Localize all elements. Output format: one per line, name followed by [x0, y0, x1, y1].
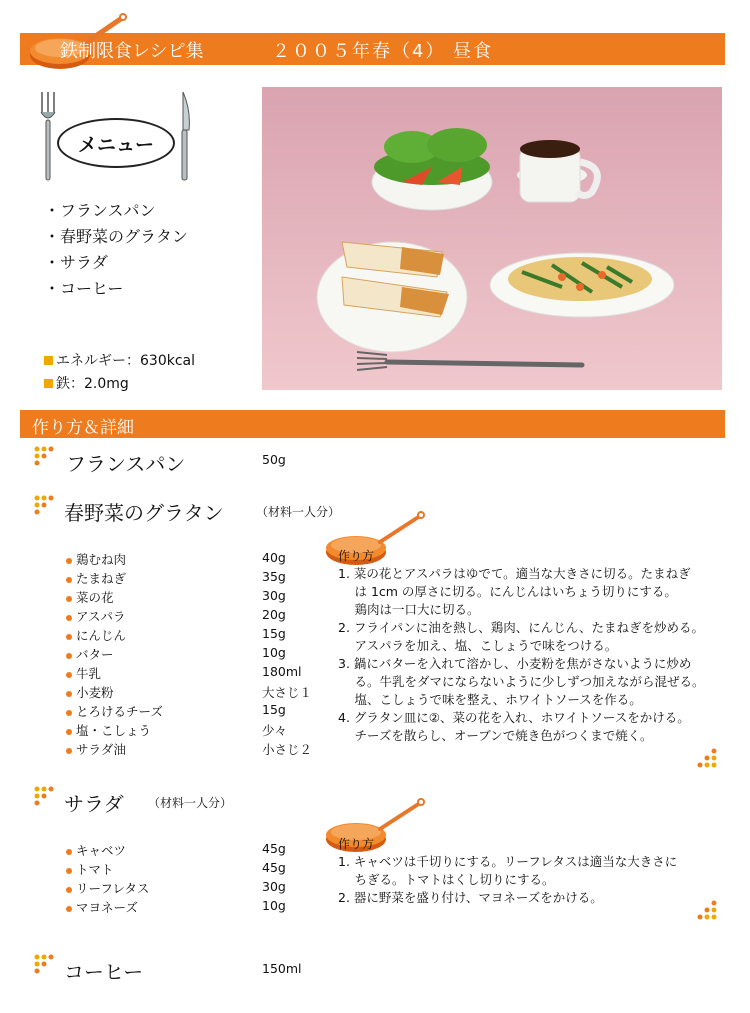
step-line: 鶏肉は一口大に切る。	[338, 602, 480, 617]
ingredient-row	[66, 898, 138, 916]
step-line: 1. キャベツは千切りにする。リーフレタスは適当な大きさに	[338, 854, 678, 869]
corner-dots-icon	[695, 748, 717, 770]
step-line: ちぎる。トマトはくし切りにする。	[338, 872, 555, 887]
corner-dots-icon	[695, 900, 717, 922]
menu-item: ・春野菜のグラタン	[44, 227, 188, 246]
ingredient-name: とろけるチーズ	[76, 704, 163, 719]
step-line: 1. 菜の花とアスパラはゆでて。適当な大きさに切る。たまねぎ	[338, 566, 691, 581]
step-line: は 1cm の厚さに切る。にんじんはいちょう切りにする。	[338, 584, 677, 599]
ingredient-name: トマト	[76, 862, 114, 877]
ingredient-qty: 35g	[262, 569, 286, 584]
ingredient-qty: 40g	[262, 550, 286, 565]
step-line: 2. フライパンに油を熱し、鶏肉、にんじん、たまねぎを炒める。	[338, 620, 705, 635]
bullet-dot-icon	[66, 868, 72, 874]
iron-text: 鉄：2.0mg	[56, 376, 129, 392]
bullet-dot-icon	[66, 849, 72, 855]
ingredient-name: たまねぎ	[76, 571, 127, 586]
bread-amount: 50g	[262, 452, 286, 467]
ingredient-qty: 大さじ１	[262, 685, 313, 700]
ingredient-qty: 15g	[262, 626, 286, 641]
bullet-dots-icon	[34, 495, 56, 517]
ingredient-qty: 30g	[262, 588, 286, 603]
bullet-dot-icon	[66, 653, 72, 659]
ingredient-name: にんじん	[76, 628, 127, 643]
ingredient-row	[66, 569, 126, 587]
ingredient-name: 塩・こしょう	[76, 723, 152, 738]
bullet-dot-icon	[66, 691, 72, 697]
ingredient-name: キャベツ	[76, 843, 127, 858]
step-line: る。牛乳をダマにならないように少しずつ加えながら混ぜる。	[338, 674, 705, 689]
salad-steps	[338, 853, 677, 907]
series-title: 鉄制限食レシピ集	[60, 41, 204, 62]
ingredient-row	[66, 841, 126, 859]
ingredient-qty: 少々	[262, 723, 288, 738]
bullet-dot-icon	[66, 634, 72, 640]
ingredient-row	[66, 683, 114, 701]
menu-item: ・サラダ	[44, 253, 108, 272]
step-line: 3. 鍋にバターを入れて溶かし、小麦粉を焦がさないように炒め	[338, 656, 692, 671]
menu-label: メニュー	[77, 134, 154, 156]
ingredient-row	[66, 740, 126, 758]
ingredient-qty: 20g	[262, 607, 286, 622]
gratin-steps	[338, 565, 704, 745]
ingredient-name: リーフレタス	[76, 881, 150, 896]
bullet-dot-icon	[66, 558, 72, 564]
ingredient-row	[66, 626, 126, 644]
fork-icon	[38, 90, 58, 182]
marker-square-icon	[44, 379, 53, 388]
bullet-dots-icon	[34, 786, 56, 808]
energy-text: エネルギー：630kcal	[56, 353, 195, 369]
ingredient-row	[66, 550, 126, 568]
ingredient-row	[66, 879, 149, 897]
ingredient-name: バター	[76, 647, 114, 662]
ingredient-qty: 10g	[262, 898, 286, 913]
dish-title-coffee: コーヒー	[64, 960, 144, 984]
marker-square-icon	[44, 356, 53, 365]
bullet-dot-icon	[66, 596, 72, 602]
menu-item: ・フランスパン	[44, 201, 156, 220]
ingredient-row	[66, 860, 114, 878]
method-label-salad: 作り方	[338, 837, 375, 851]
ingredient-name: アスパラ	[76, 609, 126, 624]
bullet-dots-icon	[34, 954, 56, 976]
bullet-dot-icon	[66, 577, 72, 583]
bullet-dot-icon	[66, 710, 72, 716]
bullet-dot-icon	[66, 672, 72, 678]
iron-info	[44, 373, 129, 393]
ingredient-row	[66, 588, 114, 606]
step-line: 4. グラタン皿に②、菜の花を入れ、ホワイトソースをかける。	[338, 710, 690, 725]
step-line: アスパラを加え、塩、こしょうで味をつける。	[338, 638, 618, 653]
bullet-dots-icon	[34, 446, 56, 468]
menu-item: ・コーヒー	[44, 279, 124, 298]
bullet-dot-icon	[66, 887, 72, 893]
dish-title-salad: サラダ	[64, 792, 124, 816]
method-label-gratin: 作り方	[338, 549, 375, 563]
ingredient-row	[66, 607, 126, 625]
section-title: 作り方＆詳細	[32, 418, 134, 438]
dish-title-bread: フランスパン	[66, 452, 186, 476]
ingredient-row	[66, 702, 163, 720]
ingredient-name: 菜の花	[76, 590, 114, 605]
coffee-amount: 150ml	[262, 961, 302, 976]
ingredient-row	[66, 664, 101, 682]
bullet-dot-icon	[66, 906, 72, 912]
ingredient-row	[66, 721, 151, 739]
ingredient-qty: 180ml	[262, 664, 302, 679]
ingredient-name: 牛乳	[76, 666, 102, 681]
step-line: 塩、こしょうで味を整え、ホワイトソースを作る。	[338, 692, 642, 707]
gratin-note: （材料一人分）	[256, 505, 341, 519]
meal-photo	[262, 87, 722, 390]
ingredient-qty: 45g	[262, 841, 286, 856]
ingredient-name: 小麦粉	[76, 685, 114, 700]
bullet-dot-icon	[66, 748, 72, 754]
ingredient-qty: 30g	[262, 879, 286, 894]
ingredient-name: サラダ油	[76, 742, 126, 757]
dish-title-gratin: 春野菜のグラタン	[64, 501, 224, 525]
knife-icon	[176, 90, 194, 182]
ingredient-row	[66, 645, 114, 663]
bullet-dot-icon	[66, 729, 72, 735]
salad-note: （材料一人分）	[148, 796, 233, 810]
step-line: 2. 器に野菜を盛り付け、マヨネーズをかける。	[338, 890, 603, 905]
bullet-dot-icon	[66, 615, 72, 621]
ingredient-qty: 45g	[262, 860, 286, 875]
ingredient-qty: 10g	[262, 645, 286, 660]
ingredient-name: マヨネーズ	[76, 900, 138, 915]
ingredient-name: 鶏むね肉	[76, 552, 127, 567]
energy-info	[44, 350, 195, 370]
page-title: ２００５年春（4） 昼食	[272, 41, 494, 62]
ingredient-qty: 小さじ２	[262, 742, 313, 757]
ingredient-qty: 15g	[262, 702, 286, 717]
step-line: チーズを散らし、オーブンで焼き色がつくまで焼く。	[338, 728, 653, 743]
